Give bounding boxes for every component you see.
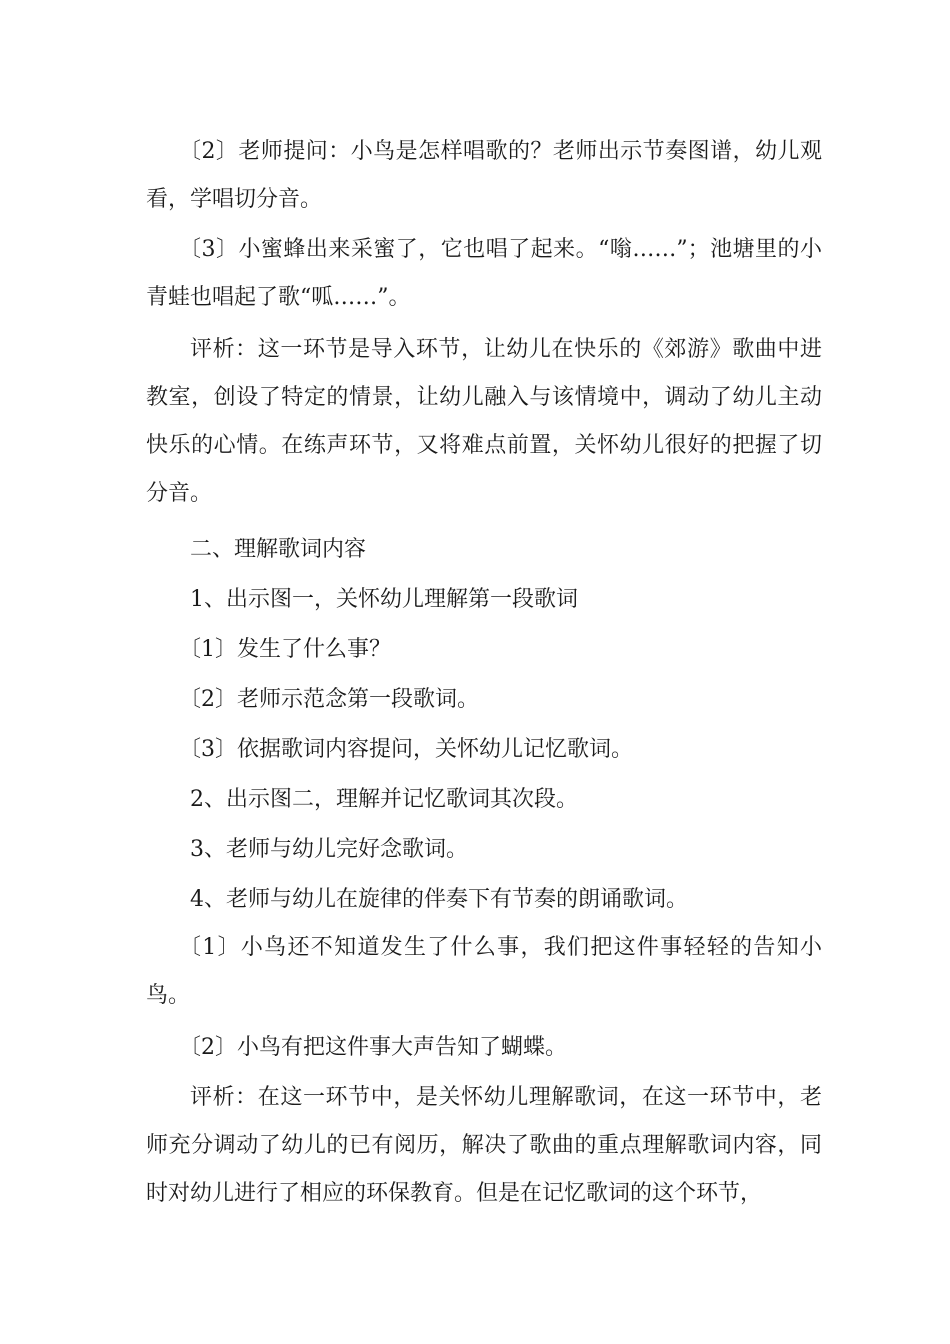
paragraph-step-2: 2、出示图二，理解并记忆歌词其次段。 [190, 787, 578, 812]
paragraph-step-3: 3、老师与幼儿完好念歌词。 [190, 837, 468, 862]
paragraph-step-4-2: 〔2〕小鸟有把这件事大声告知了蝴蝶。 [179, 1035, 567, 1060]
paragraph-comment-lyrics: 评析：在这一环节中，是关怀幼儿理解歌词，在这一环节中，老师充分调动了幼儿的已有阅历，解决了歌曲的重点理解歌词内容，同时对幼儿进行了相应的环保教育。但是在记忆歌词的这个环节， [146, 1085, 822, 1206]
paragraph-step-1: 1、出示图一，关怀幼儿理解第一段歌词 [190, 587, 578, 612]
paragraph-bee-frog: 〔3〕小蜜蜂出来采蜜了，它也唱了起来。“嗡……”；池塘里的小青蛙也唱起了歌“呱……”。 [146, 237, 822, 310]
paragraph-question-singing: 〔2〕老师提问：小鸟是怎样唱歌的？老师出示节奏图谱，幼儿观看，学唱切分音。 [146, 139, 822, 212]
paragraph-step-1-3: 〔3〕依据歌词内容提问，关怀幼儿记忆歌词。 [179, 737, 633, 762]
paragraph-step-1-1: 〔1〕发生了什么事？ [179, 637, 391, 662]
paragraph-comment-intro: 评析：这一环节是导入环节，让幼儿在快乐的《郊游》歌曲中进教室，创设了特定的情景，让幼儿融入与该情境中，调动了幼儿主动快乐的心情。在练声环节，又将难点前置，关怀幼儿很好的把握了切分音。 [146, 337, 822, 506]
section-heading-lyrics: 二、理解歌词内容 [190, 537, 367, 562]
paragraph-step-4: 4、老师与幼儿在旋律的伴奏下有节奏的朗诵歌词。 [190, 887, 688, 912]
paragraph-step-4-1: 〔1〕小鸟还不知道发生了什么事，我们把这件事轻轻的告知小鸟。 [146, 935, 822, 1008]
paragraph-step-1-2: 〔2〕老师示范念第一段歌词。 [179, 687, 479, 712]
